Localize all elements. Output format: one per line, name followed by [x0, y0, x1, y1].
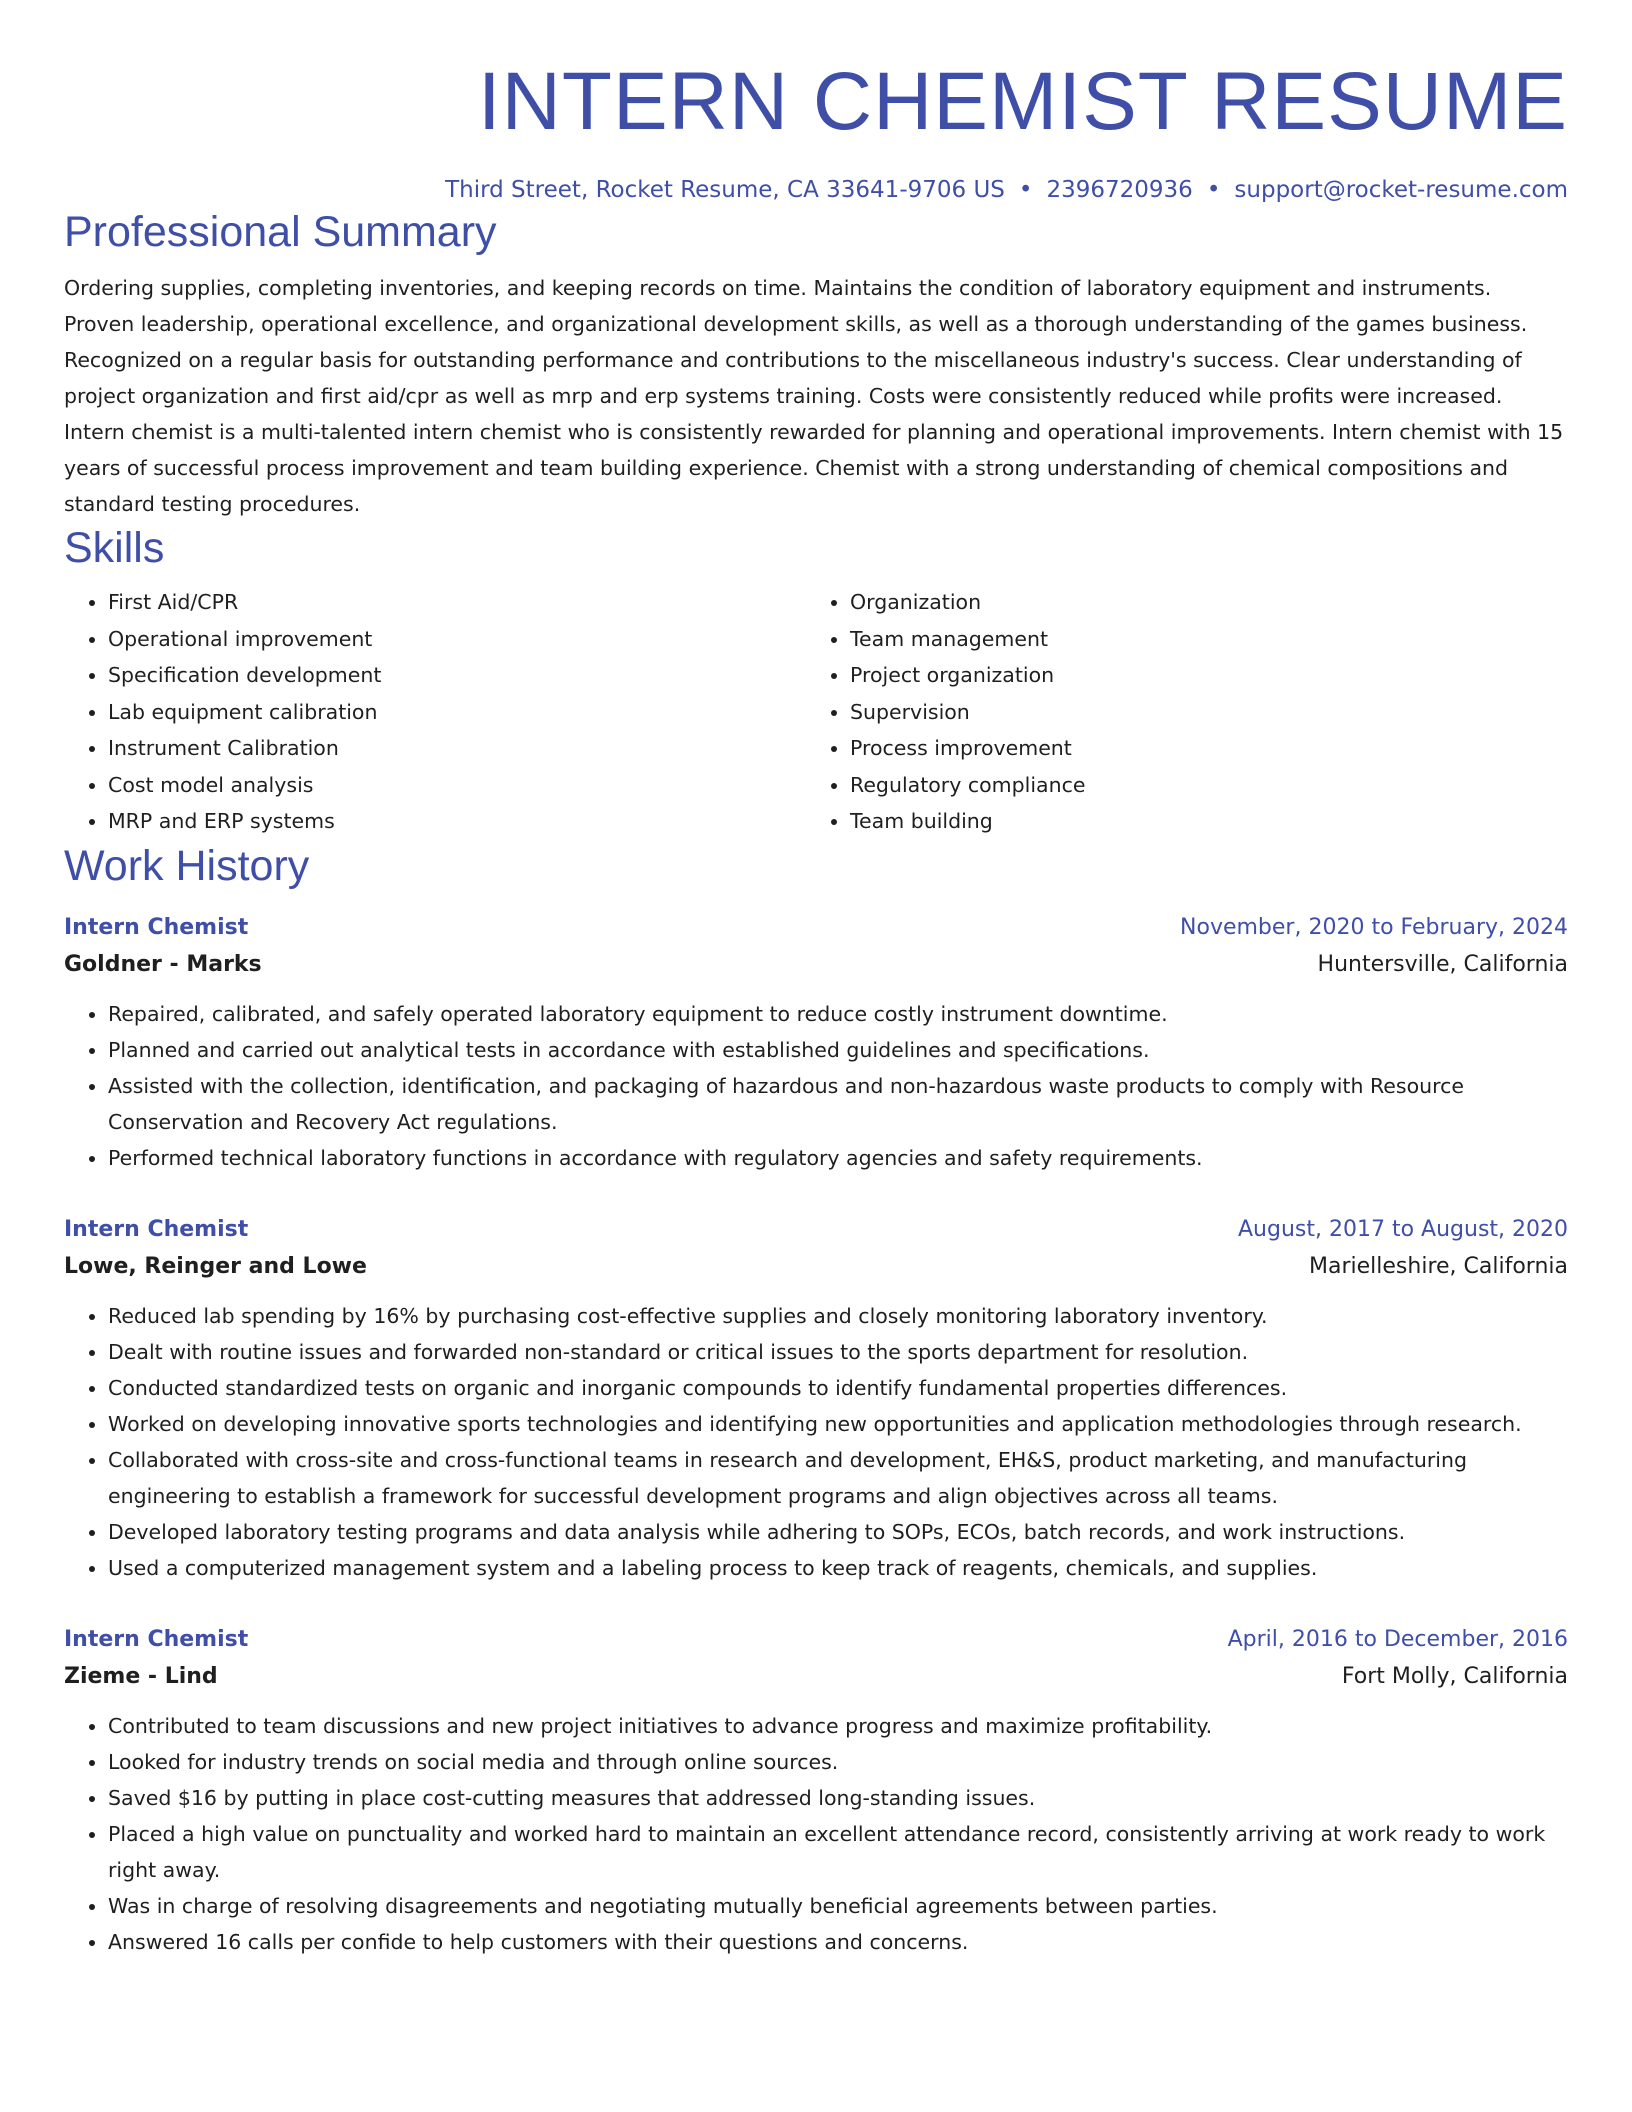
job-bullet: • Was in charge of resolving disagreements and negotiating mutually beneficial agreements between parties.: [108, 1888, 1568, 1924]
job-company-row: [64, 1658, 1568, 1696]
job-company: Lowe, Reinger and Lowe: [64, 1253, 367, 1279]
skill-item: • Supervision: [850, 694, 1548, 731]
contact-address: Third Street, Rocket Resume, CA 33641-9706 US: [445, 177, 1005, 203]
job-bullet: • Looked for industry trends on social media and through online sources.: [108, 1744, 1568, 1780]
job-header-row: [64, 910, 1568, 946]
skill-item: • Instrument Calibration: [108, 730, 806, 767]
job-bullets: [64, 1298, 1568, 1586]
job-bullet: • Planned and carried out analytical tests in accordance with established guidelines and specifications.: [108, 1032, 1568, 1068]
job-bullet: • Developed laboratory testing programs and data analysis while adhering to SOPs, ECOs, batch records, and work instructions.: [108, 1514, 1568, 1550]
job-company: Zieme - Lind: [64, 1663, 218, 1689]
job-company-row: [64, 946, 1568, 984]
skill-item: • First Aid/CPR: [108, 584, 806, 621]
skill-item: • Specification development: [108, 657, 806, 694]
summary-text: Ordering supplies, completing inventories, and keeping records on time. Maintains the condition of laboratory equipment and instruments. Proven leadership, operational excellence, and organizational development skills, as well as a thorough understanding of the games business. Recognized on a regular basis for outstanding performance and contributions to the miscellaneous industry's success. Clear understanding of project organization and first aid/cpr as well as mrp and erp systems training. Costs were consistently reduced while profits were increased. Intern chemist is a multi-talented intern chemist who is consistently rewarded for planning and operational improvements. Intern chemist with 15 years of successful process improvement and team building experience. Chemist with a strong understanding of chemical compositions and standard testing procedures.: [64, 276, 1564, 516]
job-bullet: • Assisted with the collection, identification, and packaging of hazardous and non-hazardous waste products to comply with Resource Conservation and Recovery Act regulations.: [108, 1068, 1568, 1140]
job-bullets: [64, 996, 1568, 1176]
contact-separator: •: [1018, 177, 1033, 203]
job-location: Marielleshire, California: [1309, 1253, 1568, 1279]
job-entry: [64, 1622, 1568, 1960]
skills-heading: Skills: [64, 524, 165, 572]
job-bullets: [64, 1708, 1568, 1960]
job-bullet: • Worked on developing innovative sports technologies and identifying new opportunities and application methodologies through research.: [108, 1406, 1568, 1442]
contact-line: [64, 174, 1568, 206]
job-title: Intern Chemist: [64, 914, 249, 940]
job-bullet: • Collaborated with cross-site and cross-functional teams in research and development, EH&S, product marketing, and manufacturing engineering to establish a framework for successful development programs and align objectives across all teams.: [108, 1442, 1568, 1514]
skill-item: • Cost model analysis: [108, 767, 806, 804]
skill-item: • Process improvement: [850, 730, 1548, 767]
resume-title: INTERN CHEMIST RESUME: [477, 56, 1568, 147]
skill-item: • Lab equipment calibration: [108, 694, 806, 731]
skill-item: • Organization: [850, 584, 1548, 621]
skill-item: • Team management: [850, 621, 1548, 658]
job-bullet: • Repaired, calibrated, and safely operated laboratory equipment to reduce costly instrument downtime.: [108, 996, 1568, 1032]
job-dates: November, 2020 to February, 2024: [1180, 914, 1568, 940]
job-company-row: [64, 1248, 1568, 1286]
job-entry: [64, 1212, 1568, 1586]
skills-section: [64, 522, 1568, 840]
skills-list-left: [64, 584, 806, 840]
job-header-row: [64, 1622, 1568, 1658]
job-company: Goldner - Marks: [64, 951, 262, 977]
job-bullet: • Reduced lab spending by 16% by purchasing cost-effective supplies and closely monitoring laboratory inventory.: [108, 1298, 1568, 1334]
contact-phone: 2396720936: [1046, 177, 1193, 203]
job-dates: April, 2016 to December, 2016: [1227, 1626, 1568, 1652]
job-bullet: • Dealt with routine issues and forwarded non-standard or critical issues to the sports department for resolution.: [108, 1334, 1568, 1370]
summary-heading: Professional Summary: [64, 208, 497, 256]
job-bullet: • Answered 16 calls per confide to help customers with their questions and concerns.: [108, 1924, 1568, 1960]
job-bullet: • Used a computerized management system and a labeling process to keep track of reagents, chemicals, and supplies.: [108, 1550, 1568, 1586]
skills-list-right: [806, 584, 1548, 840]
job-header-row: [64, 1212, 1568, 1248]
skill-item: • Team building: [850, 803, 1548, 840]
skills-columns: [64, 584, 1568, 840]
skill-item: • MRP and ERP systems: [108, 803, 806, 840]
job-bullet: • Placed a high value on punctuality and worked hard to maintain an excellent attendance record, consistently arriving at work ready to work right away.: [108, 1816, 1568, 1888]
job-bullet: • Contributed to team discussions and new project initiatives to advance progress and maximize profitability.: [108, 1708, 1568, 1744]
job-title: Intern Chemist: [64, 1626, 249, 1652]
job-bullet: • Saved $16 by putting in place cost-cutting measures that addressed long-standing issues.: [108, 1780, 1568, 1816]
job-location: Fort Molly, California: [1341, 1663, 1568, 1689]
work-history-heading: Work History: [64, 841, 310, 890]
job-title: Intern Chemist: [64, 1216, 249, 1242]
job-entry: [64, 910, 1568, 1176]
skill-item: • Operational improvement: [108, 621, 806, 658]
skill-item: • Project organization: [850, 657, 1548, 694]
summary-section: [64, 206, 1568, 522]
contact-separator: •: [1206, 177, 1221, 203]
resume-header: [64, 52, 1568, 206]
work-history-section: [64, 840, 1568, 1960]
contact-email: support@rocket-resume.com: [1234, 177, 1568, 203]
skill-item: • Regulatory compliance: [850, 767, 1548, 804]
job-bullet: • Performed technical laboratory functions in accordance with regulatory agencies and safety requirements.: [108, 1140, 1568, 1176]
job-bullet: • Conducted standardized tests on organic and inorganic compounds to identify fundamental properties differences.: [108, 1370, 1568, 1406]
job-dates: August, 2017 to August, 2020: [1238, 1216, 1568, 1242]
job-location: Huntersville, California: [1317, 951, 1568, 977]
